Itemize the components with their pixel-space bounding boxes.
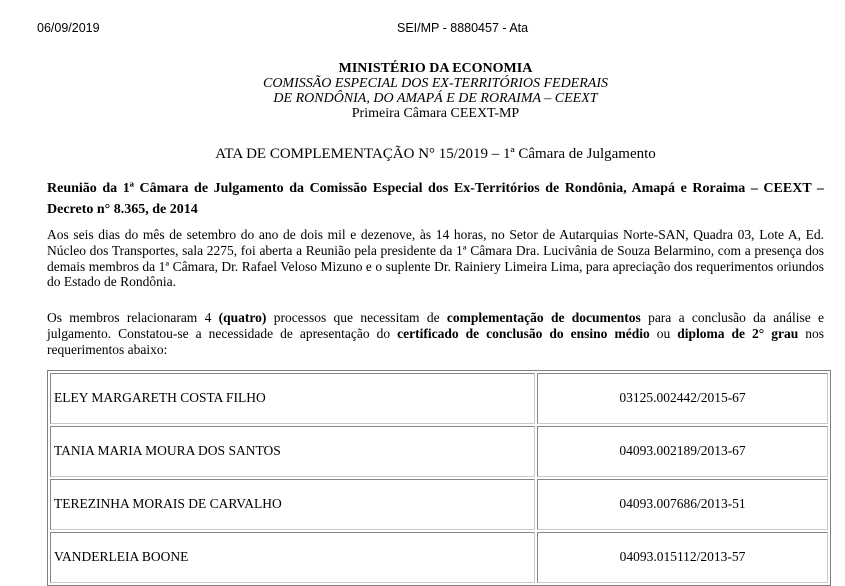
letterhead — [47, 61, 824, 121]
print-date: 06/09/2019 — [37, 21, 100, 35]
process-table — [47, 370, 831, 586]
commission-name-line2: DE RONDÔNIA, DO AMAPÁ E DE RORAIMA – CEEXT — [273, 91, 598, 106]
applicant-name-cell: VANDERLEIA BOONE — [50, 532, 535, 583]
ministry-name: MINISTÉRIO DA ECONOMIA — [338, 61, 533, 76]
body-paragraph-2 — [47, 310, 824, 357]
process-number-cell: 04093.002189/2013-67 — [537, 426, 828, 477]
document-body — [47, 0, 824, 586]
applicant-name-cell: ELEY MARGARETH COSTA FILHO — [50, 373, 535, 424]
subject-paragraph: Reunião da 1ª Câmara de Julgamento da Comissão Especial dos Ex-Territórios de Rondônia, Amapá e Roraima – CEEXT – Decreto n° 8.365, de 2014 — [47, 181, 824, 217]
emphasized-text: complementação de documentos — [446, 310, 641, 326]
process-number-cell: 04093.015112/2013-57 — [537, 532, 828, 583]
applicant-name-cell: TEREZINHA MORAIS DE CARVALHO — [50, 479, 535, 530]
emphasized-text: diploma de 2° grau — [677, 325, 799, 341]
applicant-name-cell: TANIA MARIA MOURA DOS SANTOS — [50, 426, 535, 477]
emphasized-text: (quatro) — [218, 310, 267, 326]
plain-text: processos que necessitam de — [266, 310, 447, 326]
plain-text: nos requerimentos abaixo: — [47, 325, 824, 357]
table-row — [50, 479, 828, 530]
table-row — [50, 532, 828, 583]
plain-text: para a conclusão da análise e julgamento. Constatou-se a necessidade de apresentação do — [47, 310, 825, 341]
print-doc-reference: SEI/MP - 8880457 - Ata — [397, 21, 529, 35]
commission-name-line1: COMISSÃO ESPECIAL DOS EX-TERRITÓRIOS FEDERAIS — [262, 76, 609, 91]
table-row — [50, 426, 828, 477]
plain-text: ou — [649, 325, 678, 341]
document-title: ATA DE COMPLEMENTAÇÃO N° 15/2019 – 1ª Câmara de Julgamento — [215, 146, 656, 162]
process-number-cell: 04093.007686/2013-51 — [537, 479, 828, 530]
emphasized-text: certificado de conclusão do ensino médio — [397, 325, 650, 341]
process-number-cell: 03125.002442/2015-67 — [537, 373, 828, 424]
process-table-body — [50, 373, 828, 583]
table-row — [50, 373, 828, 424]
chamber-name: Primeira Câmara CEEXT-MP — [351, 106, 520, 121]
plain-text: Os membros relacionaram 4 — [47, 310, 219, 326]
body-paragraph-1: Aos seis dias do mês de setembro do ano de dois mil e dezenove, às 14 horas, no Setor de Autarquias Norte-SAN, Quadra 03, Lote A, Ed. Núcleo dos Transportes, sala 2275, foi aberta a Reunião pela presidente da 1ª Câmara Dra. Lucivânia de Souza Belarmino, com a presença dos demais membros da 1ª Câmara, Dr. Rafael Veloso Mizuno e o suplente Dr. Rainiery Limeira Lima, para apreciação dos requerimentos oriundos do Estado de Rondônia. — [47, 227, 824, 290]
